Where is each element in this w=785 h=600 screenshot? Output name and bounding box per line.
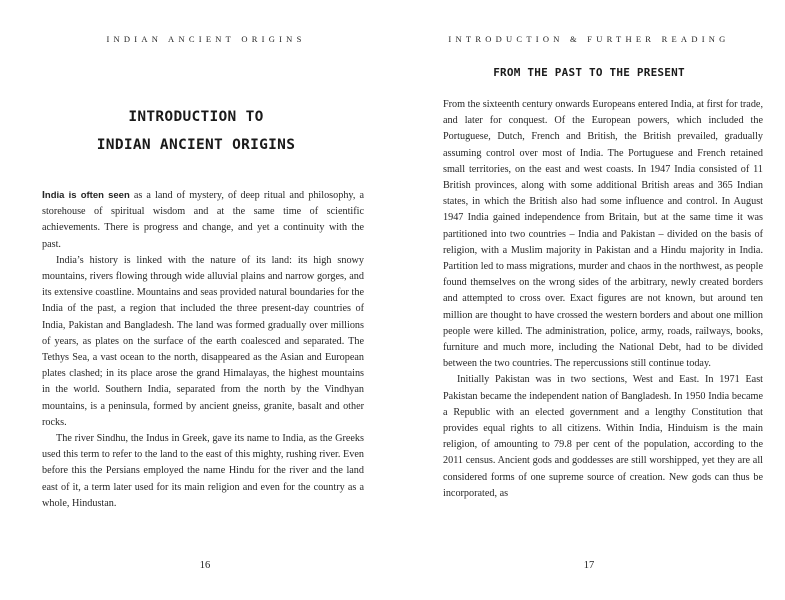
right-body-text [443,97,763,502]
left-body-text [42,187,364,512]
page-number-right: 17 [583,560,595,571]
section-title: FROM THE PAST TO THE PRESENT [493,66,685,79]
paragraph-sindhu: The river Sindhu, the Indus in Greek, gave its name to India, as the Greeks used this term to refer to the land to the east of this mighty, rushing river. Even before this the Persians employed the name Hindu for the river and the land east of it, a term later used for its main religion and even for the country as a whole, Hindustan. [42,433,364,509]
lead-in-text: ndia is often seen [44,190,130,201]
paragraph-europeans: From the sixteenth century onwards Europeans entered India, at first for trade, and later for conquest. Of the European powers, which included the Portuguese, Dutch, French and British, the British prevailed, gradually assuming control over most of India. The Portuguese and French retained small territories, on the east and west coasts. In 1947 India consisted of 11 British provinces, along with some additional British areas and 365 Indian states, in which the British also had some influence and control. In August 1947 India gained independence from Britain, but at the same time it was partitioned into two countries – India and Pakistan – divided on the basis of religion, with a Muslim majority in Pakistan and a Hindu majority in India. Partition led to mass migrations, murder and chaos in the northwest, as people found themselves on the wrong sides of the arbitrary, newly created borders and attempted to cross over. Exact figures are not known, but around ten million are thought to have crossed the western borders and about one million people were killed. The administration, police, army, roads, railways, books, furniture and much more, including the National Debt, had to be divided between the two countries. The repercussions still continue today. [443,99,763,370]
chapter-title [0,103,392,159]
paragraph-pakistan: Initially Pakistan was in two sections, West and East. In 1971 East Pakistan became the independent nation of Bangladesh. In 1950 India became a Republic with an elected government and a lengthy Constitution that provides equal rights to all citizens. Within India, Hinduism is the main religion, of amounting to 79.8 per cent of the population, according to the 2011 census. Ancient gods and goddesses are still worshipped, yet they are all considered forms of one supreme source of creation. New gods can thus be incorporated, as [443,374,763,499]
chapter-title-line-2: INDIAN ANCIENT ORIGINS [96,137,296,153]
page-number-left: 16 [199,560,211,571]
paragraph-opening-rest: as a land of mystery, of deep ritual and philosophy, a storehouse of spiritual wisdom and at the same time of scientific achievements. There is progress and change, and yet a continuity with the past. [42,190,364,250]
drop-cap: I [42,189,45,201]
left-page [0,0,392,600]
chapter-title-line-1: INTRODUCTION TO [128,109,264,125]
running-head-left: INDIAN ANCIENT ORIGINS [106,34,306,44]
running-head-right: INTRODUCTION & FURTHER READING [448,34,730,44]
paragraph-land: India’s history is linked with the nature of its land: its high snowy mountains, rivers flowing through wide alluvial plains and narrow gorges, and its extensive coastline. Mountains and seas provided natural boundaries for the India of the past, a region that included the three present-day countries of India, Pakistan and Bangladesh. The land was formed gradually over millions of years, as plates on the surface of the earth coalesced and separated. The Tethys Sea, a vast ocean to the north, disappeared as the Asian and European plates clashed; in its place arose the grand Himalayas, the highest mountains in the world. Southern India, separated from the north by the Vindhyan mountains, is a peninsula, formed by ancient gneiss, granite, basalt and other rocks. [42,254,364,428]
right-page [393,0,785,600]
paragraph-opening [42,187,364,253]
